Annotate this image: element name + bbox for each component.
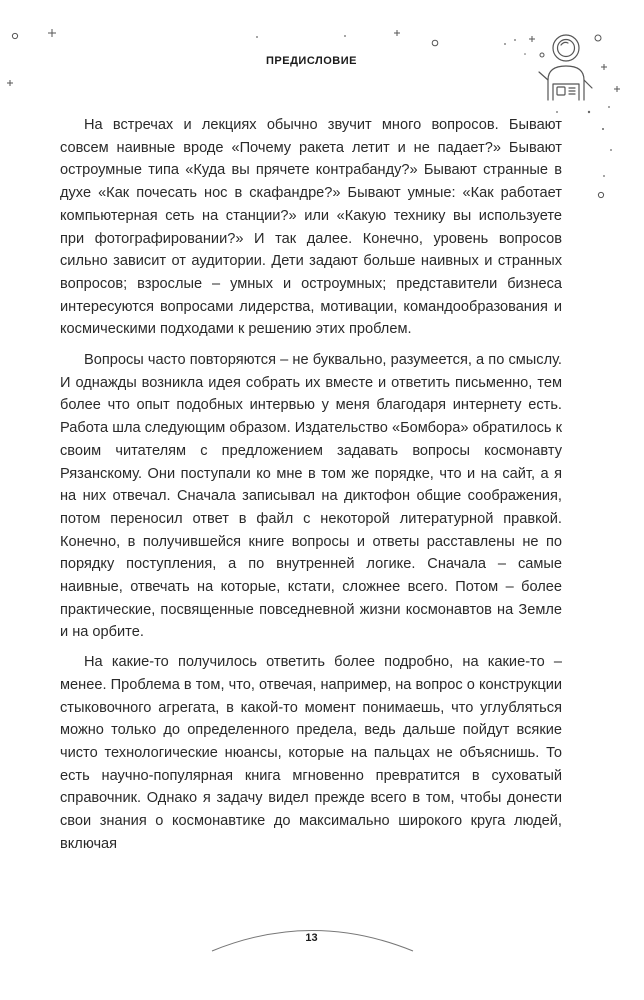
page-number: 13 [305,932,318,944]
paragraph: На встречах и лекциях обычно звучит много вопросов. Бывают совсем наивные вроде «Почему ракета летит и не падает?» Бывают остроумные типа «Куда вы прячете контрабанду?» Бывают странные в духе «Как почесать нос в скафандре?» Бывают умные: «Как работает компьютерная сеть на станции?» или «Какую технику вы используете при фотографировании?» И так далее. Конечно, уровень вопросов сильно зависит от аудитории. Дети задают больше наивных и странных вопросов; взрослые – умных и остроумных; представители бизнеса интересуются вопросами лидерства, мотивации, командообразования и космическими подходами к решению этих проблем. [60,117,562,338]
body-text [60,114,562,864]
paragraph: На какие-то получилось ответить более подробно, на какие-то – менее. Проблема в том, что, отвечая, например, на вопрос о конструкции стыковочного агрегата, в какой-то момент понимаешь, что углубляться можно только до определенного предела, ведь дальше пойдут всякие чисто технологические нюансы, которые на пальцах не объяснишь. То есть научно-популярная книга мгновенно превратится в суховатый справочник. Однако я задачу видел прежде всего в том, чтобы донести свои знания о космонавтике до максимально широкого круга людей, включая [60,654,562,852]
page-title: ПРЕДИСЛОВИЕ [266,55,357,67]
paragraph: Вопросы часто повторяются – не буквально, разумеется, а по смыслу. И однажды возникла идея собрать их вместе и ответить письменно, тем более что опыт подобных интервью у меня благодаря интернету есть. Работа шла следующим образом. Издательство «Бомбора» обратилось к своим читателям с предложением задавать вопросы космонавту Рязанскому. Они поступали ко мне в том же порядке, что и на сайт, а я на них отвечал. Сначала записывал на диктофон общие соображения, потом переносил ответ в файл с некоторой литературной правкой. Конечно, в получившейся книге вопросы и ответы расставлены не по порядку поступления, а по внутренней логике. Сначала – самые наивные, отвечать на которые, кстати, сложнее всего. Потом – более практические, посвященные повседневной жизни космонавтов на Земле и на орбите. [60,352,562,641]
